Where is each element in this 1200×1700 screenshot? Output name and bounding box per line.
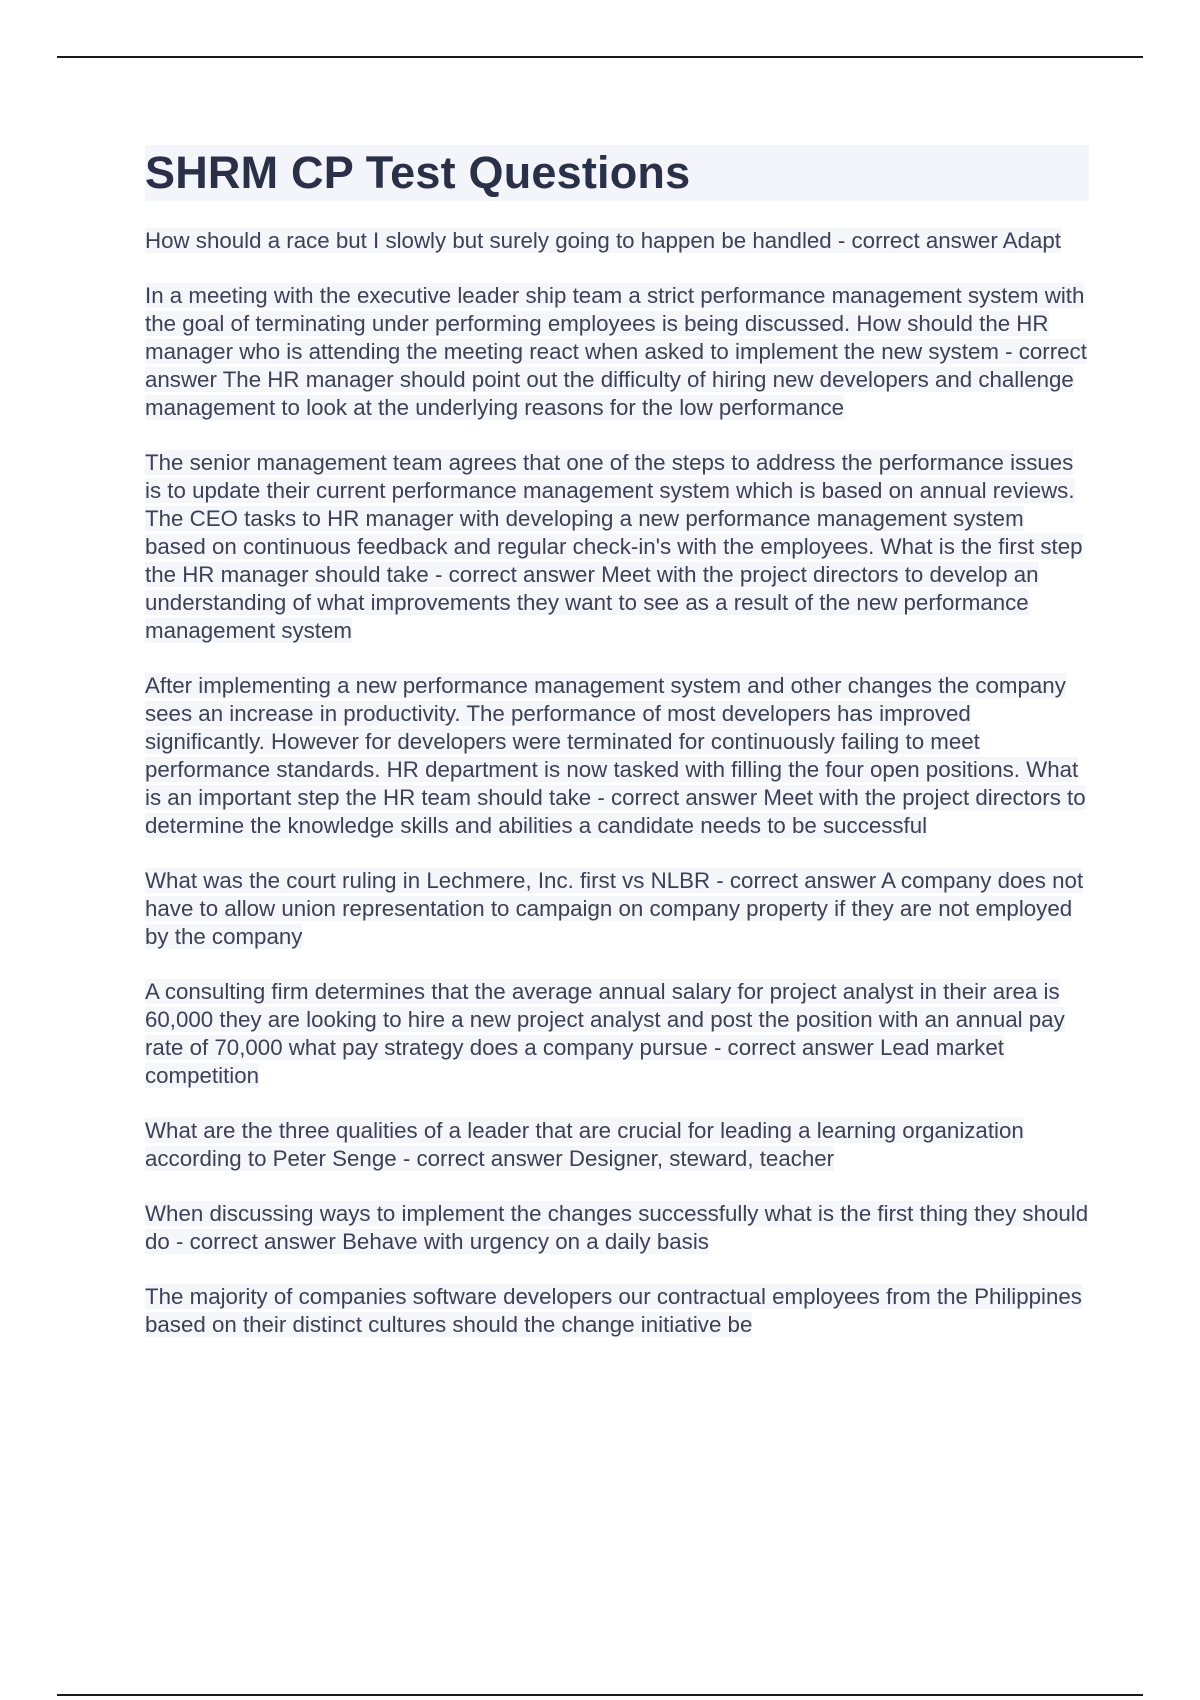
- answer-marker: - correct answer: [713, 1035, 874, 1060]
- answer-text: Meet with the project directors to develop an understanding of what improvements they want to see as a result of the new performance management system: [145, 562, 1039, 643]
- qa-item: [145, 672, 1089, 840]
- question-text: What are the three qualities of a leader that are crucial for leading a learning organization according to Peter Senge: [145, 1118, 1024, 1171]
- footer-rule: [57, 1694, 1143, 1696]
- question-text: After implementing a new performance management system and other changes the company sees an increase in productivity. The performance of most developers has improved significantly. However for developers were terminated for continuously failing to meet performance standards. HR department is now tasked with filling the four open positions. What is an important step the HR team should take: [145, 673, 1079, 810]
- question-text: The majority of companies software developers our contractual employees from the Philippines based on their distinct cultures should the change initiative be: [145, 1284, 1082, 1337]
- page-title: SHRM CP Test Questions: [145, 145, 1089, 201]
- qa-item: [145, 978, 1089, 1090]
- qa-item: [145, 867, 1089, 951]
- question-text: The senior management team agrees that one of the steps to address the performance issues is to update their current performance management system which is based on annual reviews. The CEO tasks to HR manager with developing a new performance management system based on continuous feedback and regular check-in's with the employees. What is the first step the HR manager should take: [145, 450, 1083, 587]
- question-text: When discussing ways to implement the changes successfully what is the first thing they should do: [145, 1201, 1089, 1254]
- answer-marker: - correct answer: [402, 1146, 563, 1171]
- answer-text: Adapt: [1002, 228, 1061, 253]
- header-rule: [57, 56, 1143, 58]
- question-text: In a meeting with the executive leader ship team a strict performance management system with the goal of terminating under performing employees is being discussed. How should the HR manager who is attending the meeting react when asked to implement the new system: [145, 283, 1085, 364]
- document-body: [145, 145, 1089, 1366]
- qa-item: [145, 227, 1089, 255]
- answer-marker: - correct answer: [176, 1229, 336, 1254]
- question-text: What was the court ruling in Lechmere, Inc. first vs NLBR: [145, 868, 711, 893]
- answer-text: Behave with urgency on a daily basis: [342, 1229, 709, 1254]
- answer-marker: - correct answer: [145, 339, 1087, 392]
- qa-item: [145, 1117, 1089, 1173]
- qa-item: [145, 282, 1089, 422]
- answer-text: The HR manager should point out the difficulty of hiring new developers and challenge management to look at the underlying reasons for the low performance: [145, 367, 1074, 420]
- answer-marker: - correct answer: [716, 868, 877, 893]
- question-text: How should a race but I slowly but surely going to happen be handled: [145, 228, 832, 253]
- qa-item: [145, 1283, 1089, 1339]
- answer-text: A company does not have to allow union representation to campaign on company property if they are not employed by the company: [145, 868, 1084, 949]
- answer-text: Meet with the project directors to determine the knowledge skills and abilities a candidate needs to be successful: [145, 785, 1086, 838]
- qa-item: [145, 1200, 1089, 1256]
- answer-marker: - correct answer: [435, 562, 595, 587]
- qa-item: [145, 449, 1089, 645]
- answer-text: Designer, steward, teacher: [568, 1146, 835, 1171]
- answer-text: Lead market competition: [145, 1035, 1004, 1088]
- answer-marker: - correct answer: [837, 228, 998, 253]
- answer-marker: - correct answer: [597, 785, 758, 810]
- question-text: A consulting firm determines that the average annual salary for project analyst in their area is 60,000 they are looking to hire a new project analyst and post the position with an annual pay rate of 70,000 what pay strategy does a company pursue: [145, 979, 1065, 1060]
